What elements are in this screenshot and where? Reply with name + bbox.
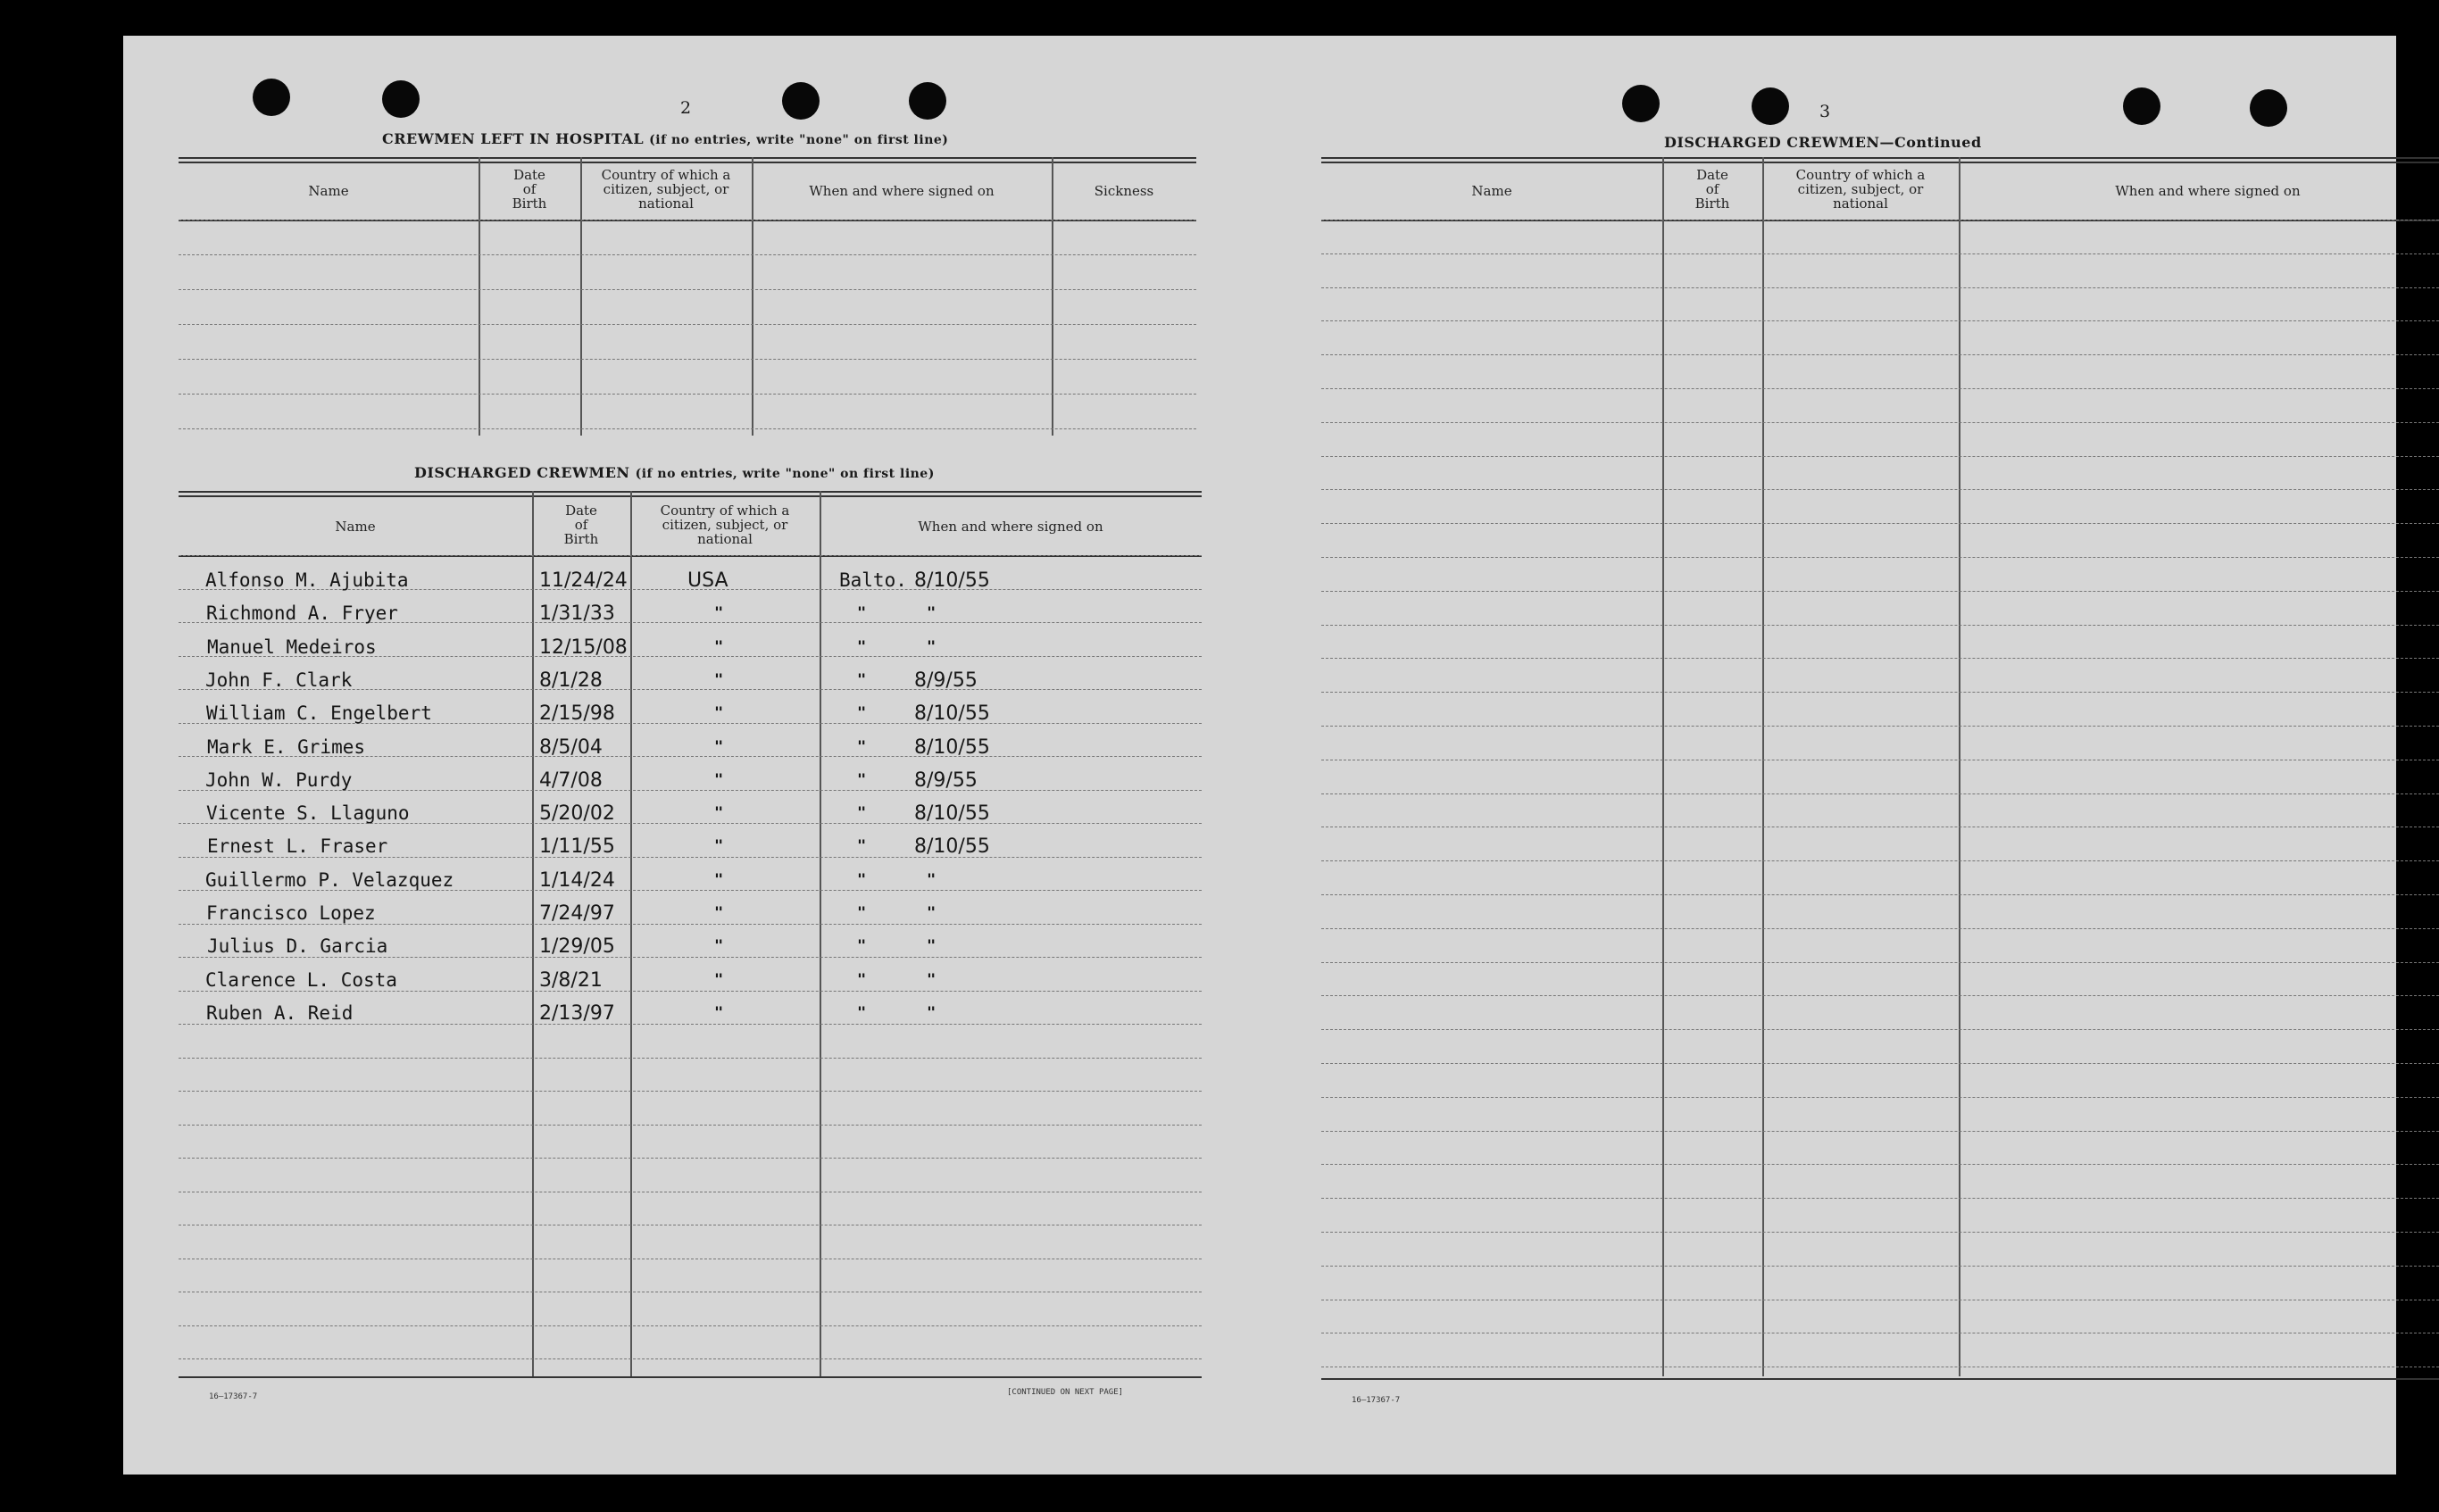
row-line bbox=[1321, 1198, 2439, 1199]
row-line bbox=[179, 254, 1196, 255]
crew-signed-date: " bbox=[927, 637, 936, 656]
header-signed: When and where signed on bbox=[2115, 183, 2301, 199]
crew-name: Richmond A. Fryer bbox=[206, 602, 398, 625]
crew-country: " bbox=[714, 937, 724, 956]
crew-country: USA bbox=[687, 569, 728, 592]
row-line bbox=[1321, 928, 2439, 929]
crew-signed-date: 8/10/55 bbox=[914, 702, 990, 726]
row-line bbox=[1321, 591, 2439, 592]
table-top-rule bbox=[1321, 157, 2439, 159]
header-sickness: Sickness bbox=[1094, 183, 1154, 199]
crew-signed-place: " bbox=[857, 937, 867, 956]
row-line bbox=[179, 1158, 1202, 1159]
row-line bbox=[179, 555, 1202, 556]
punch-hole bbox=[782, 82, 820, 120]
column-divider bbox=[1762, 157, 1764, 1376]
discharged-title-text: DISCHARGED CREWMEN bbox=[414, 464, 630, 481]
row-line bbox=[179, 1325, 1202, 1326]
punch-hole bbox=[253, 79, 290, 116]
crew-country: " bbox=[714, 970, 724, 989]
crew-name: William C. Engelbert bbox=[206, 702, 432, 725]
discharged-table bbox=[179, 491, 1202, 1383]
crew-signed-date: " bbox=[927, 604, 936, 623]
row-line bbox=[1321, 354, 2439, 355]
punch-hole bbox=[1622, 85, 1660, 122]
row-line bbox=[1321, 860, 2439, 861]
crew-name: Alfonso M. Ajubita bbox=[205, 569, 409, 591]
crew-signed-place: " bbox=[857, 1003, 867, 1022]
row-line bbox=[1321, 726, 2439, 727]
row-line bbox=[1321, 557, 2439, 558]
row-line bbox=[179, 289, 1196, 290]
crew-name: Guillermo P. Velazquez bbox=[205, 868, 454, 891]
row-line bbox=[179, 1058, 1202, 1059]
crew-row bbox=[179, 636, 1202, 667]
row-line bbox=[1321, 625, 2439, 626]
crew-signed-place: " bbox=[857, 837, 867, 856]
crew-name: Ruben A. Reid bbox=[206, 1001, 354, 1024]
crew-signed-date: 8/10/55 bbox=[914, 802, 990, 826]
hospital-title-note: (if no entries, write "none" on first line) bbox=[649, 133, 949, 147]
discharged-title-note: (if no entries, write "none" on first line) bbox=[635, 467, 935, 481]
crew-row bbox=[179, 835, 1202, 866]
discharged-section-title bbox=[414, 464, 935, 481]
table-top-rule bbox=[179, 491, 1202, 493]
crew-name: Francisco Lopez bbox=[206, 902, 376, 924]
header-name: Name bbox=[335, 519, 376, 535]
crew-row bbox=[179, 802, 1202, 833]
table-bottom-rule bbox=[1321, 1378, 2439, 1380]
crew-country: " bbox=[714, 737, 724, 756]
crew-country: " bbox=[714, 604, 724, 623]
crew-dob: 4/7/08 bbox=[539, 768, 603, 792]
crew-name: Ernest L. Fraser bbox=[207, 835, 388, 858]
continued-note: [CONTINUED ON NEXT PAGE] bbox=[1007, 1388, 1124, 1397]
crew-signed-date: " bbox=[927, 870, 936, 889]
manifest-sheet bbox=[123, 36, 2396, 1475]
right-section-title: DISCHARGED CREWMEN—Continued bbox=[1664, 134, 1982, 151]
crew-dob: 1/29/05 bbox=[539, 935, 615, 959]
row-line bbox=[1321, 1063, 2439, 1064]
crew-signed-place: " bbox=[857, 670, 867, 689]
row-line bbox=[179, 1125, 1202, 1126]
discharged-continued-table bbox=[1321, 157, 2439, 1383]
row-line bbox=[179, 394, 1196, 395]
crew-signed-date: 8/10/55 bbox=[914, 835, 990, 859]
row-line bbox=[1321, 456, 2439, 457]
column-divider bbox=[1959, 157, 1960, 1376]
punch-hole bbox=[909, 82, 946, 120]
crew-dob: 8/5/04 bbox=[539, 735, 603, 759]
column-divider bbox=[1662, 157, 1664, 1376]
row-line bbox=[1321, 287, 2439, 288]
punch-hole bbox=[2123, 87, 2160, 125]
row-line bbox=[1321, 489, 2439, 490]
row-line bbox=[1321, 1029, 2439, 1030]
crew-signed-place: Balto. bbox=[839, 569, 907, 591]
crew-dob: 3/8/21 bbox=[539, 968, 603, 992]
crew-row bbox=[179, 869, 1202, 900]
crew-country: " bbox=[714, 870, 724, 889]
crew-dob: 2/13/97 bbox=[539, 1001, 615, 1025]
crew-dob: 8/1/28 bbox=[539, 669, 603, 692]
hospital-title-text: CREWMEN LEFT IN HOSPITAL bbox=[382, 130, 645, 147]
row-line bbox=[1321, 1232, 2439, 1233]
page-number-right: 3 bbox=[1819, 102, 1831, 121]
punch-hole bbox=[382, 80, 420, 118]
header-signed: When and where signed on bbox=[809, 183, 995, 199]
crew-row bbox=[179, 969, 1202, 1000]
table-bottom-rule bbox=[179, 1376, 1202, 1378]
crew-dob: 5/20/02 bbox=[539, 802, 615, 826]
crew-signed-place: " bbox=[857, 770, 867, 789]
crew-dob: 12/15/08 bbox=[539, 636, 628, 659]
crew-name: Clarence L. Costa bbox=[205, 968, 397, 991]
crew-signed-place: " bbox=[857, 904, 867, 922]
crew-row bbox=[179, 569, 1202, 600]
crew-name: John W. Purdy bbox=[205, 768, 353, 791]
row-line bbox=[1321, 320, 2439, 321]
row-line bbox=[1321, 1266, 2439, 1267]
crew-signed-place: " bbox=[857, 804, 867, 823]
crew-signed-date: " bbox=[927, 970, 936, 989]
row-line bbox=[1321, 692, 2439, 693]
crew-signed-date: 8/10/55 bbox=[914, 569, 990, 592]
crew-signed-place: " bbox=[857, 737, 867, 756]
header-country: Country of which a citizen, subject, or national bbox=[1795, 167, 1926, 212]
row-line bbox=[1321, 1131, 2439, 1132]
table-top-rule bbox=[1321, 162, 2439, 163]
crew-dob: 1/14/24 bbox=[539, 868, 615, 892]
crew-country: " bbox=[714, 804, 724, 823]
crew-dob: 2/15/98 bbox=[539, 702, 615, 726]
page-number-left: 2 bbox=[680, 98, 692, 118]
row-line bbox=[1321, 422, 2439, 423]
table-top-rule bbox=[179, 495, 1202, 497]
row-line bbox=[179, 428, 1196, 429]
row-line bbox=[1321, 894, 2439, 895]
header-signed: When and where signed on bbox=[918, 519, 1103, 535]
row-line bbox=[1321, 388, 2439, 389]
crew-signed-date: 8/10/55 bbox=[914, 735, 990, 759]
header-dob: Date of Birth bbox=[512, 167, 547, 212]
crew-row bbox=[179, 602, 1202, 633]
crew-country: " bbox=[714, 670, 724, 689]
crew-signed-date: " bbox=[927, 904, 936, 922]
header-dob: Date of Birth bbox=[563, 503, 599, 547]
punch-hole bbox=[1752, 87, 1789, 125]
crew-signed-place: " bbox=[857, 970, 867, 989]
crew-dob: 1/31/33 bbox=[539, 602, 615, 626]
table-top-rule bbox=[179, 157, 1196, 159]
crew-row bbox=[179, 736, 1202, 767]
crew-row bbox=[179, 769, 1202, 800]
crew-row bbox=[179, 902, 1202, 933]
row-line bbox=[1321, 962, 2439, 963]
row-line bbox=[179, 1091, 1202, 1092]
hospital-section-title bbox=[382, 130, 948, 147]
hospital-table bbox=[179, 157, 1196, 436]
crew-country: " bbox=[714, 637, 724, 656]
crew-country: " bbox=[714, 904, 724, 922]
crew-row bbox=[179, 669, 1202, 700]
row-line bbox=[1321, 1097, 2439, 1098]
crew-signed-date: " bbox=[927, 937, 936, 956]
row-line bbox=[179, 359, 1196, 360]
header-name: Name bbox=[1471, 183, 1512, 199]
punch-hole bbox=[2250, 89, 2287, 127]
crew-row bbox=[179, 702, 1202, 733]
table-top-rule bbox=[179, 162, 1196, 163]
crew-country: " bbox=[714, 704, 724, 723]
crew-dob: 1/11/55 bbox=[539, 835, 615, 859]
crew-country: " bbox=[714, 770, 724, 789]
crew-signed-place: " bbox=[857, 704, 867, 723]
row-line bbox=[1321, 793, 2439, 794]
crew-country: " bbox=[714, 1003, 724, 1022]
crew-signed-date: 8/9/55 bbox=[914, 768, 978, 792]
row-line bbox=[1321, 658, 2439, 659]
crew-row bbox=[179, 935, 1202, 966]
crew-signed-place: " bbox=[857, 637, 867, 656]
crew-name: Mark E. Grimes bbox=[207, 735, 366, 758]
row-line bbox=[1321, 253, 2439, 254]
crew-dob: 11/24/24 bbox=[539, 569, 628, 592]
row-line bbox=[1321, 1164, 2439, 1165]
header-dob: Date of Birth bbox=[1694, 167, 1730, 212]
crew-signed-place: " bbox=[857, 604, 867, 623]
crew-name: Vicente S. Llaguno bbox=[206, 802, 410, 825]
crew-dob: 7/24/97 bbox=[539, 902, 615, 925]
form-number-left: 16—17367-7 bbox=[209, 1392, 258, 1401]
crew-row bbox=[179, 1002, 1202, 1033]
crew-name: Manuel Medeiros bbox=[207, 636, 377, 658]
crew-signed-place: " bbox=[857, 870, 867, 889]
crew-name: Julius D. Garcia bbox=[207, 935, 388, 958]
row-line bbox=[179, 324, 1196, 325]
crew-name: John F. Clark bbox=[205, 669, 353, 691]
header-country: Country of which a citizen, subject, or national bbox=[601, 167, 731, 212]
row-line bbox=[1321, 995, 2439, 996]
crew-country: " bbox=[714, 837, 724, 856]
form-number-right: 16—17367-7 bbox=[1352, 1396, 1401, 1405]
row-line bbox=[179, 1358, 1202, 1359]
header-country: Country of which a citizen, subject, or national bbox=[660, 503, 790, 547]
crew-signed-date: 8/9/55 bbox=[914, 669, 978, 692]
crew-signed-date: " bbox=[927, 1003, 936, 1022]
row-line bbox=[1321, 523, 2439, 524]
header-name: Name bbox=[308, 183, 349, 199]
